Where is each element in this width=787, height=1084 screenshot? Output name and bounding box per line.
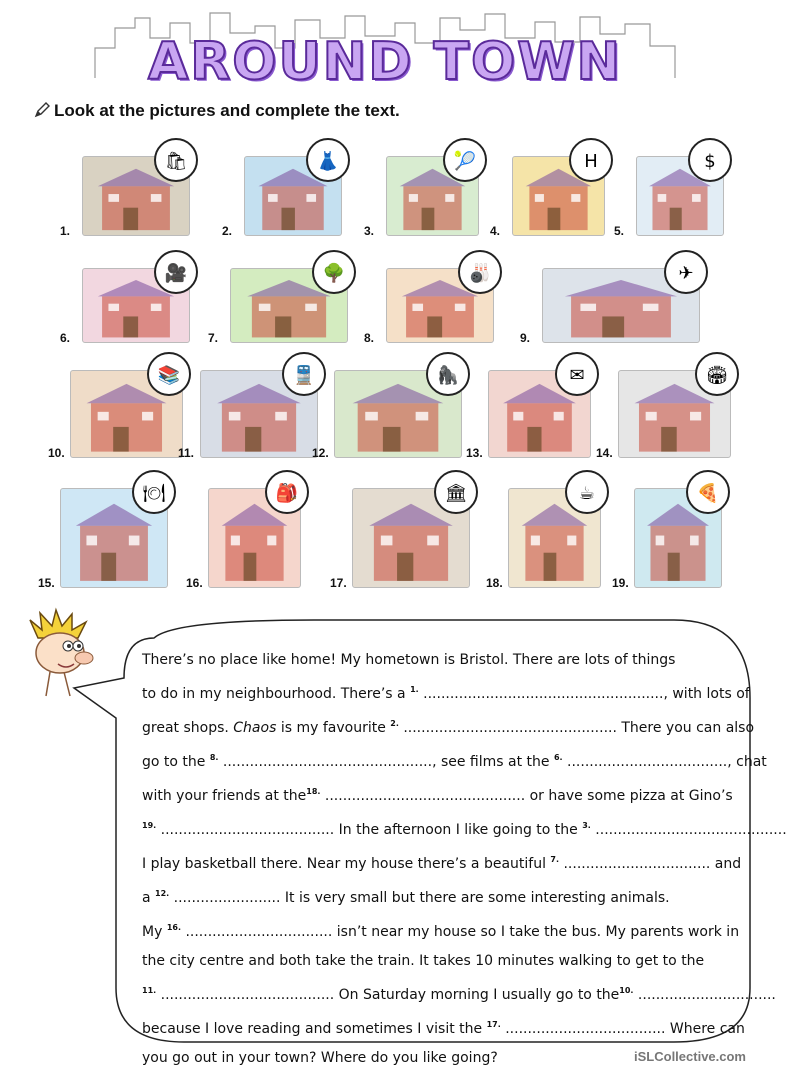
pizza-icon: [686, 470, 730, 514]
picture-bank: [614, 138, 734, 238]
story-line: [142, 811, 787, 845]
picture-number: 11.: [178, 446, 195, 460]
picture-stadium: [596, 352, 741, 460]
story-line: [142, 1010, 745, 1044]
gap-number: 16.: [166, 923, 181, 932]
svg-text:📚: 📚: [157, 365, 181, 386]
picture-number: 16.: [186, 576, 203, 590]
picture-number: 10.: [48, 446, 65, 460]
gorilla-icon: [426, 352, 470, 396]
plate-icon: [132, 470, 176, 514]
picture-number: 8.: [364, 331, 375, 345]
story-text-segment: There’s no place like home! My hometown is Bristol. There are lots of things: [142, 652, 676, 668]
svg-text:🍽: 🍽: [142, 483, 166, 504]
picture-museum: [330, 470, 480, 590]
picture-number: 1.: [60, 224, 71, 238]
svg-text:🚆: 🚆: [292, 365, 316, 386]
gap-number: 19.: [142, 821, 157, 830]
story-text-segment: the city centre and both take the train. It takes 10 minutes walking to get to the: [142, 953, 705, 969]
picture-sports-centre: [364, 138, 489, 238]
story-line: [142, 709, 755, 743]
picture-school: [186, 470, 311, 590]
svg-text:🎳: 🎳: [468, 263, 492, 284]
museum-icon: [434, 470, 478, 514]
dress-icon: [306, 138, 350, 182]
svg-text:👗: 👗: [316, 151, 340, 172]
story-text-segment: ...............................: [633, 987, 776, 1003]
picture-shopping-centre: [60, 138, 200, 238]
story-line: [142, 913, 740, 947]
story-text-segment: ....................................... In the afternoon I like going to the: [156, 822, 583, 838]
story-text-segment: with your friends at the: [142, 788, 307, 804]
story-line: [142, 777, 740, 811]
gap-number: 11.: [142, 986, 157, 995]
picture-number: 5.: [614, 224, 625, 238]
picture-post-office: [466, 352, 601, 460]
story-text-segment: I play basketball there. Near my house there’s a beautiful: [142, 856, 551, 872]
svg-text:🍕: 🍕: [696, 483, 720, 504]
picture-clothes-shop: [222, 138, 352, 238]
svg-text:H: H: [584, 151, 598, 172]
svg-text:🌳: 🌳: [322, 263, 346, 284]
story-line: [142, 646, 740, 675]
picture-number: 13.: [466, 446, 483, 460]
gap-number: 18.: [306, 787, 321, 796]
story-line: [142, 675, 750, 709]
bowling-pins-icon: [458, 250, 502, 294]
svg-text:🏟: 🏟: [705, 365, 729, 386]
gap-number: 10.: [619, 986, 634, 995]
coffee-icon: [565, 470, 609, 514]
picture-cinema: [60, 250, 200, 345]
watermark: iSLCollective.com: [634, 1049, 746, 1064]
picture-cafe: [486, 470, 611, 590]
story-text-segment: a: [142, 890, 156, 906]
story-text-segment: ...........................................: [590, 822, 787, 838]
gap-number: 7.: [550, 855, 560, 864]
gap-number: 17.: [486, 1020, 501, 1029]
story-line: [142, 879, 740, 913]
story-text-segment: because I love reading and sometimes I visit the: [142, 1021, 487, 1037]
story-text-segment: ..............................................., see films at the: [218, 754, 554, 770]
story-text-segment: to do in my neighbourhood. There’s a: [142, 686, 411, 702]
story-text-segment: ...................................., chat: [562, 754, 767, 770]
picture-number: 3.: [364, 224, 375, 238]
envelope-icon: [555, 352, 599, 396]
story-text-segment: ....................................... On Saturday morning I usually go to the: [156, 987, 620, 1003]
shop-name: Chaos: [233, 720, 277, 736]
svg-text:$: $: [704, 151, 716, 172]
story-text-segment: My: [142, 924, 167, 940]
story-text-segment: ................................. and: [559, 856, 742, 872]
picture-train-station: [178, 352, 328, 460]
svg-text:🎾: 🎾: [453, 151, 477, 172]
svg-text:🎥: 🎥: [164, 263, 188, 284]
svg-text:🏛: 🏛: [444, 483, 468, 504]
hotel-sign-icon: [569, 138, 613, 182]
story-line: [142, 743, 767, 777]
picture-library: [48, 352, 193, 460]
stadium-icon: [695, 352, 739, 396]
picture-number: 14.: [596, 446, 613, 460]
story-line: [142, 947, 740, 976]
story-text-segment: ................................................ There you can also: [398, 720, 755, 736]
story-text-segment: ........................ It is very small but there are some interesting animals.: [169, 890, 670, 906]
pencil-icon: [34, 102, 50, 118]
picture-number: 2.: [222, 224, 233, 238]
gap-number: 2.: [390, 719, 399, 728]
story-text-segment: ................................. isn’t near my house so I take the bus. My parents work in: [181, 924, 740, 940]
instruction-text: Look at the pictures and complete the text.: [54, 101, 400, 120]
svg-text:🎒: 🎒: [275, 483, 299, 504]
gap-number: 8.: [209, 753, 219, 762]
picture-bowling-alley: [364, 250, 504, 345]
story-text: [142, 646, 787, 1073]
picture-number: 12.: [312, 446, 329, 460]
picture-pizzeria: [612, 470, 732, 590]
story-line: [142, 845, 740, 879]
svg-text:🛍: 🛍: [164, 151, 188, 172]
gap-number: 6.: [553, 753, 563, 762]
instruction: [34, 101, 400, 121]
story-text-segment: is my favourite: [276, 720, 391, 736]
gap-number: 1.: [410, 685, 419, 694]
svg-text:✉: ✉: [569, 365, 585, 386]
tennis-ball-icon: [443, 138, 487, 182]
picture-number: 15.: [38, 576, 55, 590]
story-text-segment: ............................................. or have some pizza at Gino’s: [320, 788, 733, 804]
picture-airport: [520, 250, 710, 345]
picture-restaurant: [38, 470, 178, 590]
money-bag-icon: [688, 138, 732, 182]
picture-number: 6.: [60, 331, 71, 345]
gap-number: 12.: [155, 889, 170, 898]
page-title: AROUND TOWN: [147, 32, 623, 92]
svg-text:✈: ✈: [678, 263, 694, 284]
film-projector-icon: [154, 250, 198, 294]
picture-zoo: [312, 352, 472, 460]
picture-number: 18.: [486, 576, 503, 590]
story-text-segment: great shops.: [142, 720, 234, 736]
story-text-segment: you go out in your town? Where do you like going?: [142, 1050, 498, 1066]
picture-playground: [208, 250, 358, 345]
picture-number: 9.: [520, 331, 531, 345]
svg-text:☕: ☕: [578, 483, 596, 504]
shopping-bags-icon: [154, 138, 198, 182]
school-bag-icon: [265, 470, 309, 514]
svg-text:🦍: 🦍: [436, 365, 460, 386]
picture-number: 4.: [490, 224, 501, 238]
story-text-segment: go to the: [142, 754, 210, 770]
story-text-segment: ......................................................, with lots of: [418, 686, 750, 702]
story-text-segment: .................................... Where can: [500, 1021, 745, 1037]
gap-number: 3.: [582, 821, 591, 830]
picture-number: 17.: [330, 576, 347, 590]
picture-hotel: [490, 138, 615, 238]
picture-number: 19.: [612, 576, 629, 590]
tree-icon: [312, 250, 356, 294]
story-line: [142, 976, 776, 1010]
picture-number: 7.: [208, 331, 219, 345]
plane-icon: [664, 250, 708, 294]
